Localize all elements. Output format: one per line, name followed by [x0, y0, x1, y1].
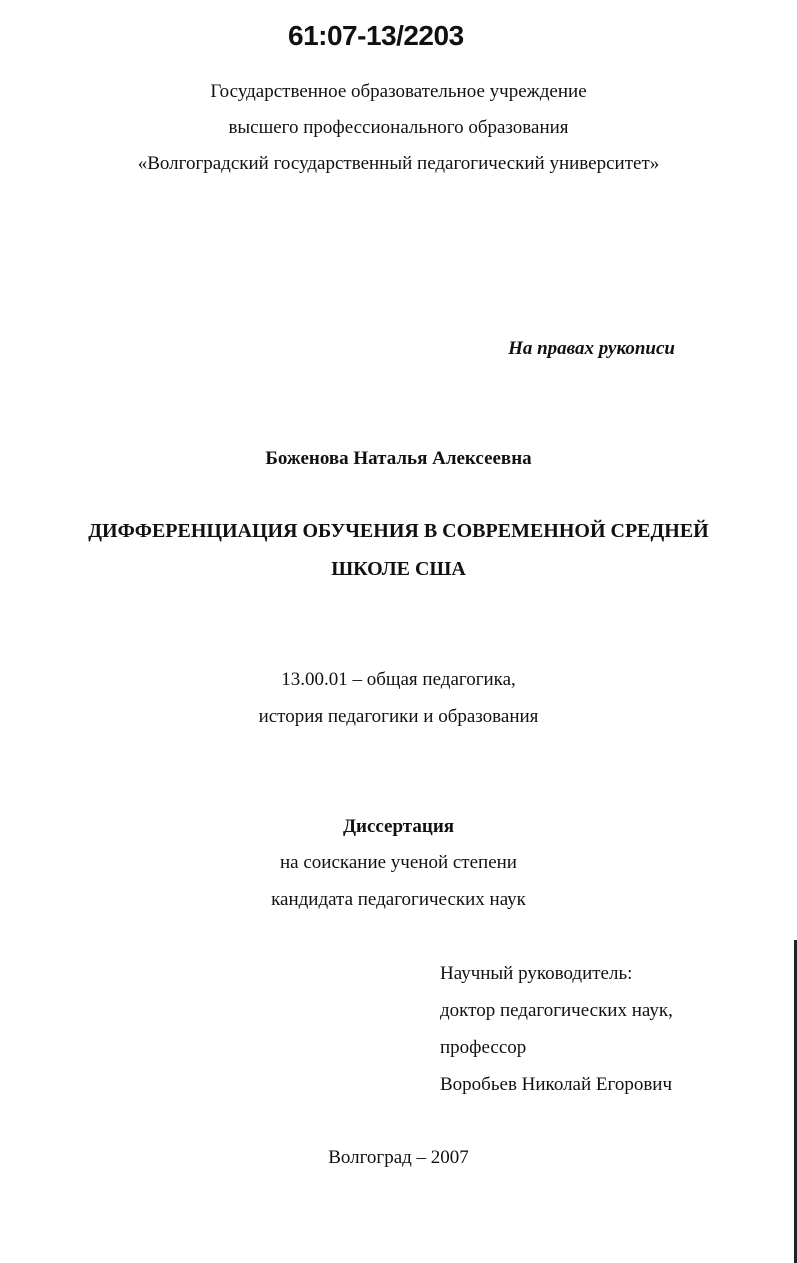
- work-type-line-2: кандидата педагогических наук: [271, 889, 526, 910]
- institution-line-1: Государственное образовательное учреждение: [210, 81, 587, 102]
- supervisor-degree: доктор педагогических наук,: [440, 1000, 673, 1021]
- institution-line-3: «Волгоградский государственный педагогический университет»: [137, 153, 660, 174]
- author-name: Боженова Наталья Алексеевна: [265, 448, 532, 469]
- work-type-line-1: на соискание ученой степени: [280, 852, 517, 873]
- dissertation-title-line-1: ДИФФЕРЕНЦИАЦИЯ ОБУЧЕНИЯ В СОВРЕМЕННОЙ СРЕДНЕЙ: [88, 520, 709, 542]
- work-type-label: Диссертация: [342, 816, 455, 837]
- place-and-year: Волгоград – 2007: [328, 1147, 469, 1168]
- supervisor-name: Воробьев Николай Егорович: [440, 1074, 673, 1095]
- manuscript-rights: На правах рукописи: [508, 338, 675, 359]
- supervisor-rank: профессор: [440, 1037, 527, 1058]
- catalog-stamp: 61:07-13/2203: [288, 20, 464, 51]
- supervisor-label: Научный руководитель:: [440, 963, 633, 984]
- institution-line-2: высшего профессионального образования: [228, 117, 569, 138]
- dissertation-title-line-2: ШКОЛЕ США: [331, 558, 466, 580]
- specialty-line-2: история педагогики и образования: [258, 706, 539, 727]
- specialty-line-1: 13.00.01 – общая педагогика,: [281, 669, 516, 690]
